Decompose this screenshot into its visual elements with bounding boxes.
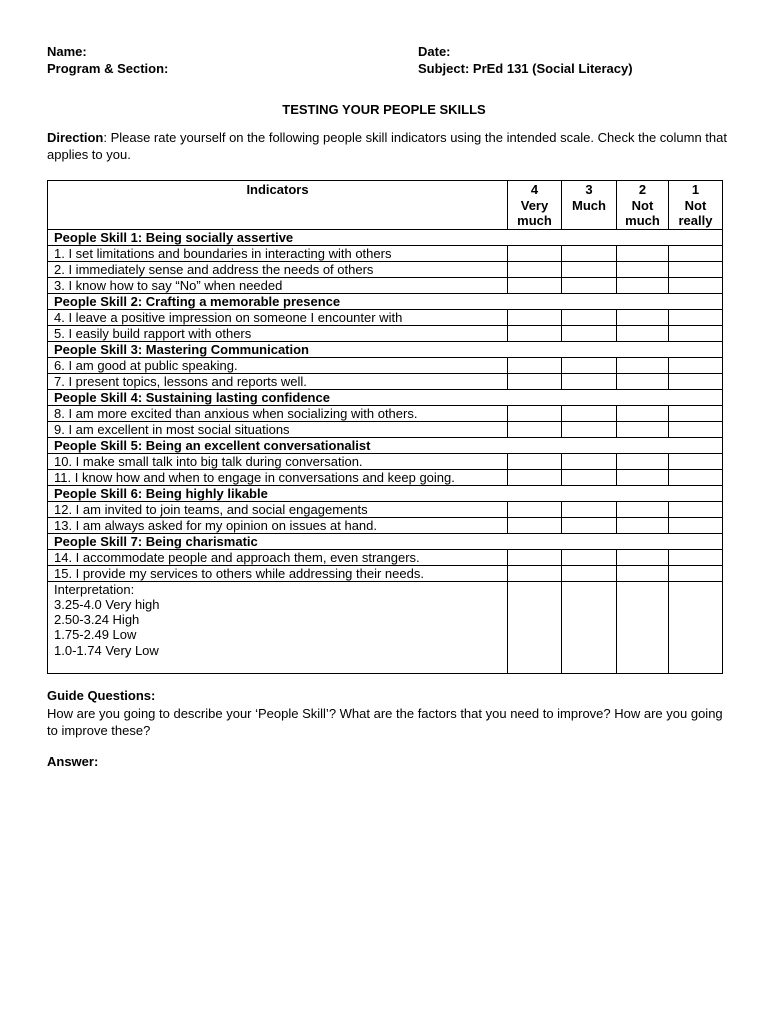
skill-heading: People Skill 2: Crafting a memorable presence — [48, 293, 723, 309]
guide-questions-text: How are you going to describe your ‘People Skill’? What are the factors that you need to improve? How are you going to improve these? — [47, 706, 723, 738]
answer-label: Answer: — [47, 754, 99, 769]
indicator-text: 3. I know how to say “No” when needed — [48, 277, 508, 293]
indicator-row — [48, 405, 723, 421]
skill-heading: People Skill 5: Being an excellent conversationalist — [48, 437, 723, 453]
rating-cell-2[interactable] — [617, 277, 669, 293]
scale-header-3 — [562, 181, 617, 230]
rating-cell-1[interactable] — [669, 453, 723, 469]
rating-cell-4[interactable] — [508, 421, 562, 437]
rating-cell-4[interactable] — [508, 517, 562, 533]
rating-cell-1[interactable] — [669, 357, 723, 373]
interpretation-range: 1.75-2.49 Low — [54, 627, 137, 643]
scale-header-num: 3 — [585, 182, 593, 197]
rating-cell-1[interactable] — [669, 469, 723, 485]
rating-cell-4[interactable] — [508, 549, 562, 565]
direction-label: Direction — [47, 130, 104, 145]
rating-cell-4[interactable] — [508, 325, 562, 341]
rating-cell-4[interactable] — [508, 357, 562, 373]
rating-cell-3[interactable] — [562, 453, 617, 469]
rating-cell-1[interactable] — [669, 501, 723, 517]
rating-cell-3[interactable] — [562, 405, 617, 421]
rating-cell-4[interactable] — [508, 565, 562, 581]
rating-cell-4[interactable] — [508, 261, 562, 277]
skill-heading-row — [48, 437, 723, 453]
rating-cell-3[interactable] — [562, 373, 617, 389]
interpretation-range: 1.0-1.74 Very Low — [54, 642, 159, 658]
rating-cell-3[interactable] — [562, 565, 617, 581]
interpretation-cell — [48, 581, 508, 673]
rating-cell-1[interactable] — [669, 373, 723, 389]
scale-header-num: 1 — [691, 182, 700, 197]
rating-cell-2[interactable] — [617, 405, 669, 421]
rating-cell-4[interactable] — [508, 373, 562, 389]
skill-heading: People Skill 1: Being socially assertive — [48, 229, 723, 245]
scale-header-label2: really — [678, 213, 713, 228]
indicator-text: 11. I know how and when to engage in conversations and keep going. — [48, 469, 508, 485]
skill-heading: People Skill 3: Mastering Communication — [48, 341, 723, 357]
indicator-text: 1. I set limitations and boundaries in interacting with others — [48, 245, 508, 261]
skill-heading-row — [48, 229, 723, 245]
rating-cell-3[interactable] — [562, 325, 617, 341]
program-section-label: Program & Section: — [47, 61, 169, 76]
skill-heading-row — [48, 533, 723, 549]
scale-header-label1: Not — [631, 197, 654, 213]
indicator-row — [48, 325, 723, 341]
indicator-row — [48, 501, 723, 517]
rating-cell-1[interactable] — [669, 245, 723, 261]
rating-cell-1[interactable] — [669, 277, 723, 293]
rating-cell-1[interactable] — [669, 325, 723, 341]
scale-header-2 — [617, 181, 669, 230]
scale-header-4 — [508, 181, 562, 230]
indicator-text: 7. I present topics, lessons and reports well. — [48, 373, 508, 389]
indicator-text: 8. I am more excited than anxious when socializing with others. — [48, 405, 508, 421]
rating-cell-3[interactable] — [562, 501, 617, 517]
rating-cell-4[interactable] — [508, 453, 562, 469]
rating-cell-4[interactable] — [508, 309, 562, 325]
subject-label: Subject: PrEd 131 (Social Literacy) — [418, 61, 633, 76]
interpretation-score-cell-3[interactable] — [562, 581, 617, 673]
indicator-text: 9. I am excellent in most social situations — [48, 421, 508, 437]
rating-cell-2[interactable] — [617, 357, 669, 373]
skill-heading-row — [48, 485, 723, 501]
rating-cell-3[interactable] — [562, 357, 617, 373]
indicator-text: 12. I am invited to join teams, and social engagements — [48, 501, 508, 517]
rating-cell-1[interactable] — [669, 405, 723, 421]
indicator-row — [48, 565, 723, 581]
scale-header-label1: Very — [520, 197, 549, 213]
rating-cell-3[interactable] — [562, 517, 617, 533]
rating-cell-3[interactable] — [562, 549, 617, 565]
rating-cell-3[interactable] — [562, 261, 617, 277]
rating-cell-2[interactable] — [617, 501, 669, 517]
indicator-row — [48, 421, 723, 437]
rating-cell-3[interactable] — [562, 309, 617, 325]
guide-questions-title: Guide Questions: — [47, 688, 156, 703]
indicator-row — [48, 517, 723, 533]
indicator-text: 13. I am always asked for my opinion on issues at hand. — [48, 517, 508, 533]
indicator-row — [48, 469, 723, 485]
indicator-row — [48, 261, 723, 277]
rating-cell-2[interactable] — [617, 421, 669, 437]
scale-header-num: 2 — [638, 182, 647, 197]
scale-header-label1: Much — [572, 197, 606, 213]
rating-cell-2[interactable] — [617, 245, 669, 261]
rating-table — [47, 180, 723, 674]
skill-heading-row — [48, 389, 723, 405]
interpretation-score-cell-2[interactable] — [617, 581, 669, 673]
rating-cell-1[interactable] — [669, 261, 723, 277]
rating-cell-4[interactable] — [508, 277, 562, 293]
indicator-text: 2. I immediately sense and address the needs of others — [48, 261, 508, 277]
rating-cell-2[interactable] — [617, 261, 669, 277]
indicator-text: 6. I am good at public speaking. — [48, 357, 508, 373]
skill-heading: People Skill 4: Sustaining lasting confidence — [48, 389, 723, 405]
rating-cell-3[interactable] — [562, 245, 617, 261]
skill-heading-row — [48, 293, 723, 309]
scale-header-label2: much — [625, 213, 660, 228]
rating-cell-3[interactable] — [562, 421, 617, 437]
indicator-row — [48, 245, 723, 261]
interpretation-range: 2.50-3.24 High — [54, 612, 140, 628]
scale-header-label1: Not — [684, 197, 707, 213]
rating-cell-2[interactable] — [617, 517, 669, 533]
rating-cell-1[interactable] — [669, 565, 723, 581]
scale-header-num: 4 — [530, 182, 539, 197]
rating-cell-2[interactable] — [617, 373, 669, 389]
indicator-row — [48, 549, 723, 565]
rating-cell-1[interactable] — [669, 517, 723, 533]
direction-text: : Please rate yourself on the following people skill indicators using the intended scale. Check the column that applies to you. — [47, 130, 727, 162]
skill-heading-row — [48, 341, 723, 357]
interpretation-score-cell-4[interactable] — [508, 581, 562, 673]
scale-header-label2: much — [517, 213, 552, 228]
rating-cell-2[interactable] — [617, 565, 669, 581]
rating-cell-3[interactable] — [562, 277, 617, 293]
indicator-row — [48, 277, 723, 293]
rating-cell-2[interactable] — [617, 453, 669, 469]
skill-heading: People Skill 6: Being highly likable — [48, 485, 723, 501]
interpretation-label: Interpretation: — [54, 581, 135, 597]
rating-cell-4[interactable] — [508, 245, 562, 261]
rating-cell-4[interactable] — [508, 405, 562, 421]
indicator-text: 10. I make small talk into big talk during conversation. — [48, 453, 508, 469]
page-title: TESTING YOUR PEOPLE SKILLS — [282, 102, 486, 117]
date-label: Date: — [418, 44, 451, 59]
rating-cell-2[interactable] — [617, 325, 669, 341]
indicator-text: 14. I accommodate people and approach them, even strangers. — [48, 549, 508, 565]
interpretation-score-cell-1[interactable] — [669, 581, 723, 673]
scale-header-1 — [669, 181, 723, 230]
indicator-row — [48, 453, 723, 469]
indicator-text: 5. I easily build rapport with others — [48, 325, 508, 341]
indicator-row — [48, 373, 723, 389]
indicator-row — [48, 357, 723, 373]
rating-cell-1[interactable] — [669, 549, 723, 565]
direction-paragraph — [47, 129, 727, 163]
rating-cell-4[interactable] — [508, 469, 562, 485]
name-label: Name: — [47, 44, 87, 59]
rating-cell-1[interactable] — [669, 309, 723, 325]
indicator-text: 15. I provide my services to others while addressing their needs. — [48, 565, 508, 581]
rating-cell-2[interactable] — [617, 309, 669, 325]
indicator-text: 4. I leave a positive impression on someone I encounter with — [48, 309, 508, 325]
rating-cell-4[interactable] — [508, 501, 562, 517]
interpretation-range: 3.25-4.0 Very high — [54, 596, 160, 612]
rating-cell-1[interactable] — [669, 421, 723, 437]
rating-cell-2[interactable] — [617, 549, 669, 565]
indicator-row — [48, 309, 723, 325]
skill-heading: People Skill 7: Being charismatic — [48, 533, 723, 549]
rating-cell-2[interactable] — [617, 469, 669, 485]
rating-cell-3[interactable] — [562, 469, 617, 485]
interpretation-row — [48, 581, 723, 673]
indicators-header: Indicators — [48, 181, 508, 230]
